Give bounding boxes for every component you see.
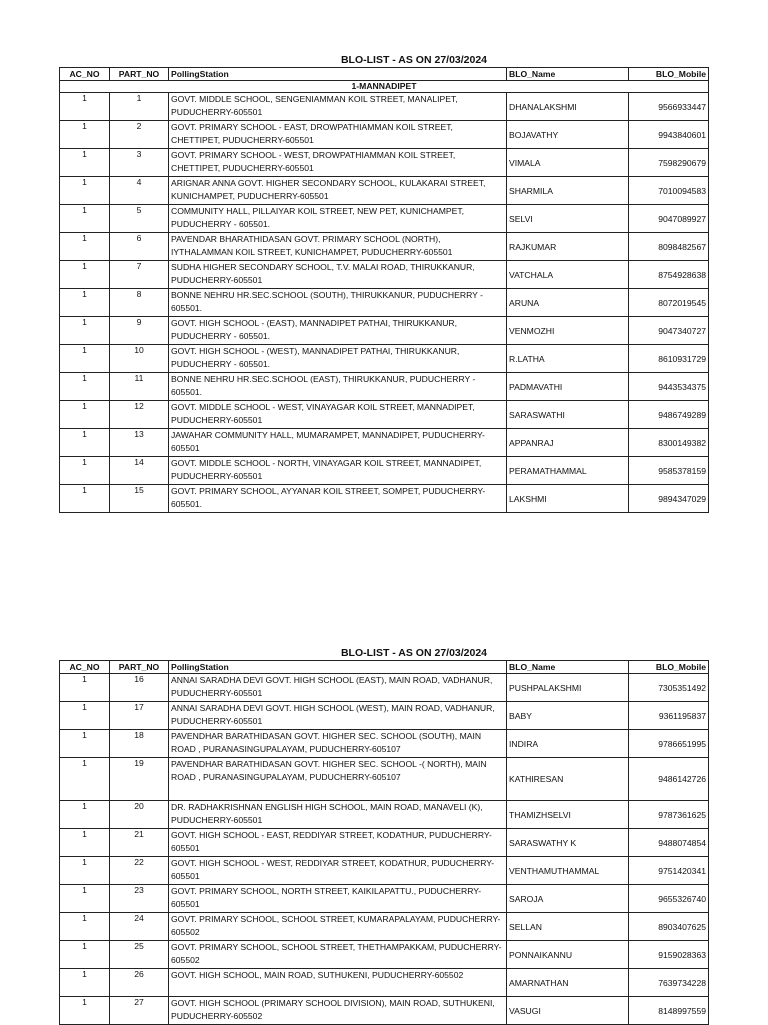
header-ac-no: AC_NO [60, 68, 110, 81]
cell-blo-mobile: 8300149382 [629, 429, 709, 457]
cell-blo-mobile: 9488074854 [629, 829, 709, 857]
cell-polling-station: GOVT. PRIMARY SCHOOL, SCHOOL STREET, THETHAMPAKKAM, PUDUCHERRY-605502 [169, 941, 507, 969]
cell-polling-station: GOVT. MIDDLE SCHOOL, SENGENIAMMAN KOIL STREET, MANALIPET, PUDUCHERRY-605501 [169, 93, 507, 121]
cell-blo-mobile: 8148997559 [629, 997, 709, 1025]
table-row [60, 997, 709, 1025]
cell-ac-no: 1 [60, 730, 110, 758]
cell-polling-station: GOVT. HIGH SCHOOL - EAST, REDDIYAR STREET, KODATHUR, PUDUCHERRY-605501 [169, 829, 507, 857]
cell-polling-station: SUDHA HIGHER SECONDARY SCHOOL, T.V. MALAI ROAD, THIRUKKANUR, PUDUCHERRY-605501 [169, 261, 507, 289]
cell-ac-no: 1 [60, 149, 110, 177]
cell-part-no: 22 [110, 857, 169, 885]
cell-blo-name: KATHIRESAN [507, 758, 629, 801]
cell-blo-name: PONNAIKANNU [507, 941, 629, 969]
cell-part-no: 15 [110, 485, 169, 513]
cell-polling-station: DR. RADHAKRISHNAN ENGLISH HIGH SCHOOL, MAIN ROAD, MANAVELI (K), PUDUCHERRY-605501 [169, 801, 507, 829]
header-ac-no: AC_NO [60, 661, 110, 674]
table-header-row [60, 661, 709, 674]
cell-polling-station: PAVENDHAR BARATHIDASAN GOVT. HIGHER SEC. SCHOOL -( NORTH), MAIN ROAD , PURANASINGUPALAYAM, PUDUCHERRY-605107 [169, 758, 507, 801]
cell-part-no: 20 [110, 801, 169, 829]
cell-polling-station: ANNAI SARADHA DEVI GOVT. HIGH SCHOOL (WEST), MAIN ROAD, VADHANUR, PUDUCHERRY-605501 [169, 702, 507, 730]
cell-ac-no: 1 [60, 829, 110, 857]
cell-ac-no: 1 [60, 674, 110, 702]
cell-polling-station: GOVT. PRIMARY SCHOOL - WEST, DROWPATHIAMMAN KOIL STREET, CHETTIPET, PUDUCHERRY-605501 [169, 149, 507, 177]
cell-polling-station: PAVENDHAR BARATHIDASAN GOVT. HIGHER SEC. SCHOOL (SOUTH), MAIN ROAD , PURANASINGUPALAYAM, PUDUCHERRY-605107 [169, 730, 507, 758]
cell-blo-name: VATCHALA [507, 261, 629, 289]
cell-ac-no: 1 [60, 941, 110, 969]
cell-part-no: 1 [110, 93, 169, 121]
cell-ac-no: 1 [60, 93, 110, 121]
table-row [60, 261, 709, 289]
table-header-row [60, 68, 709, 81]
cell-blo-name: DHANALAKSHMI [507, 93, 629, 121]
cell-blo-name: VASUGI [507, 997, 629, 1025]
cell-ac-no: 1 [60, 345, 110, 373]
cell-part-no: 16 [110, 674, 169, 702]
cell-polling-station: GOVT. MIDDLE SCHOOL - WEST, VINAYAGAR KOIL STREET, MANNADIPET, PUDUCHERRY-605501 [169, 401, 507, 429]
table-row [60, 457, 709, 485]
header-part-no: PART_NO [110, 661, 169, 674]
cell-part-no: 4 [110, 177, 169, 205]
cell-part-no: 13 [110, 429, 169, 457]
cell-blo-mobile: 8754928638 [629, 261, 709, 289]
cell-part-no: 23 [110, 885, 169, 913]
table-row [60, 289, 709, 317]
cell-part-no: 24 [110, 913, 169, 941]
blo-table [59, 660, 709, 1025]
cell-blo-name: SHARMILA [507, 177, 629, 205]
cell-blo-mobile: 7010094583 [629, 177, 709, 205]
table-row [60, 93, 709, 121]
table-row [60, 758, 709, 801]
cell-polling-station: JAWAHAR COMMUNITY HALL, MUMARAMPET, MANNADIPET, PUDUCHERRY-605501 [169, 429, 507, 457]
cell-blo-name: SARASWATHY K [507, 829, 629, 857]
cell-blo-name: SAROJA [507, 885, 629, 913]
header-blo-name: BLO_Name [507, 68, 629, 81]
table-body [60, 81, 709, 513]
cell-polling-station: GOVT. HIGH SCHOOL, MAIN ROAD, SUTHUKENI, PUDUCHERRY-605502 [169, 969, 507, 997]
table-row [60, 702, 709, 730]
cell-ac-no: 1 [60, 177, 110, 205]
table-row [60, 345, 709, 373]
cell-polling-station: BONNE NEHRU HR.SEC.SCHOOL (EAST), THIRUKKANUR, PUDUCHERRY - 605501. [169, 373, 507, 401]
cell-part-no: 2 [110, 121, 169, 149]
cell-blo-mobile: 9486749289 [629, 401, 709, 429]
cell-blo-mobile: 9486142726 [629, 758, 709, 801]
cell-ac-no: 1 [60, 289, 110, 317]
header-blo-name: BLO_Name [507, 661, 629, 674]
cell-blo-mobile: 8610931729 [629, 345, 709, 373]
cell-ac-no: 1 [60, 373, 110, 401]
cell-blo-name: R.LATHA [507, 345, 629, 373]
cell-part-no: 6 [110, 233, 169, 261]
cell-part-no: 8 [110, 289, 169, 317]
cell-blo-mobile: 9786651995 [629, 730, 709, 758]
cell-ac-no: 1 [60, 885, 110, 913]
cell-ac-no: 1 [60, 997, 110, 1025]
cell-part-no: 18 [110, 730, 169, 758]
cell-blo-name: LAKSHMI [507, 485, 629, 513]
cell-polling-station: GOVT. PRIMARY SCHOOL, NORTH STREET, KAIKILAPATTU., PUDUCHERRY-605501 [169, 885, 507, 913]
cell-blo-mobile: 9361195837 [629, 702, 709, 730]
cell-part-no: 3 [110, 149, 169, 177]
table-row [60, 121, 709, 149]
table-row [60, 149, 709, 177]
table-row [60, 429, 709, 457]
table-row [60, 233, 709, 261]
cell-blo-mobile: 8072019545 [629, 289, 709, 317]
blo-table-section-1 [59, 54, 709, 513]
table-row [60, 969, 709, 997]
cell-polling-station: ARIGNAR ANNA GOVT. HIGHER SECONDARY SCHOOL, KULAKARAI STREET, KUNICHAMPET, PUDUCHERRY-605501 [169, 177, 507, 205]
table-row [60, 941, 709, 969]
table-row [60, 317, 709, 345]
cell-blo-mobile: 9943840601 [629, 121, 709, 149]
cell-polling-station: GOVT. PRIMARY SCHOOL, SCHOOL STREET, KUMARAPALAYAM, PUDUCHERRY-605502 [169, 913, 507, 941]
cell-blo-name: BABY [507, 702, 629, 730]
cell-blo-mobile: 8098482567 [629, 233, 709, 261]
cell-blo-mobile: 8903407625 [629, 913, 709, 941]
header-polling-station: PollingStation [169, 68, 507, 81]
cell-part-no: 7 [110, 261, 169, 289]
cell-part-no: 5 [110, 205, 169, 233]
cell-polling-station: BONNE NEHRU HR.SEC.SCHOOL (SOUTH), THIRUKKANUR, PUDUCHERRY - 605501. [169, 289, 507, 317]
header-blo-mobile: BLO_Mobile [629, 661, 709, 674]
cell-blo-name: PADMAVATHI [507, 373, 629, 401]
table-row [60, 674, 709, 702]
cell-blo-mobile: 7639734228 [629, 969, 709, 997]
section-title: 1-MANNADIPET [60, 81, 709, 93]
cell-blo-mobile: 9655326740 [629, 885, 709, 913]
cell-part-no: 9 [110, 317, 169, 345]
cell-blo-mobile: 9047089927 [629, 205, 709, 233]
cell-blo-name: SELVI [507, 205, 629, 233]
cell-blo-name: PUSHPALAKSHMI [507, 674, 629, 702]
cell-blo-name: RAJKUMAR [507, 233, 629, 261]
cell-part-no: 12 [110, 401, 169, 429]
table-title: BLO-LIST - AS ON 27/03/2024 [340, 647, 488, 659]
cell-ac-no: 1 [60, 317, 110, 345]
cell-ac-no: 1 [60, 429, 110, 457]
cell-ac-no: 1 [60, 857, 110, 885]
table-row [60, 829, 709, 857]
header-polling-station: PollingStation [169, 661, 507, 674]
cell-polling-station: ANNAI SARADHA DEVI GOVT. HIGH SCHOOL (EAST), MAIN ROAD, VADHANUR, PUDUCHERRY-605501 [169, 674, 507, 702]
cell-ac-no: 1 [60, 758, 110, 801]
cell-blo-name: THAMIZHSELVI [507, 801, 629, 829]
cell-ac-no: 1 [60, 233, 110, 261]
cell-ac-no: 1 [60, 485, 110, 513]
table-row [60, 885, 709, 913]
cell-blo-mobile: 9047340727 [629, 317, 709, 345]
cell-blo-name: SARASWATHI [507, 401, 629, 429]
cell-polling-station: GOVT. PRIMARY SCHOOL - EAST, DROWPATHIAMMAN KOIL STREET, CHETTIPET, PUDUCHERRY-605501 [169, 121, 507, 149]
cell-polling-station: GOVT. PRIMARY SCHOOL, AYYANAR KOIL STREET, SOMPET, PUDUCHERRY-605501. [169, 485, 507, 513]
cell-ac-no: 1 [60, 401, 110, 429]
cell-blo-mobile: 7305351492 [629, 674, 709, 702]
cell-blo-name: PERAMATHAMMAL [507, 457, 629, 485]
cell-part-no: 11 [110, 373, 169, 401]
cell-blo-name: APPANRAJ [507, 429, 629, 457]
cell-polling-station: COMMUNITY HALL, PILLAIYAR KOIL STREET, NEW PET, KUNICHAMPET, PUDUCHERRY - 605501. [169, 205, 507, 233]
cell-ac-no: 1 [60, 913, 110, 941]
cell-polling-station: GOVT. HIGH SCHOOL - (WEST), MANNADIPET PATHAI, THIRUKKANUR, PUDUCHERRY - 605501. [169, 345, 507, 373]
cell-blo-mobile: 9566933447 [629, 93, 709, 121]
cell-polling-station: GOVT. HIGH SCHOOL - WEST, REDDIYAR STREET, KODATHUR, PUDUCHERRY-605501 [169, 857, 507, 885]
blo-table [59, 67, 709, 513]
table-row [60, 373, 709, 401]
cell-blo-name: INDIRA [507, 730, 629, 758]
cell-part-no: 10 [110, 345, 169, 373]
cell-blo-mobile: 9894347029 [629, 485, 709, 513]
cell-polling-station: GOVT. HIGH SCHOOL (PRIMARY SCHOOL DIVISION), MAIN ROAD, SUTHUKENI, PUDUCHERRY-605502 [169, 997, 507, 1025]
table-row [60, 401, 709, 429]
cell-ac-no: 1 [60, 801, 110, 829]
cell-ac-no: 1 [60, 457, 110, 485]
table-body [60, 674, 709, 1025]
cell-blo-name: BOJAVATHY [507, 121, 629, 149]
table-row [60, 485, 709, 513]
cell-polling-station: GOVT. HIGH SCHOOL - (EAST), MANNADIPET PATHAI, THIRUKKANUR, PUDUCHERRY - 605501. [169, 317, 507, 345]
cell-blo-name: SELLAN [507, 913, 629, 941]
section-header-row [60, 81, 709, 93]
cell-blo-mobile: 9159028363 [629, 941, 709, 969]
cell-blo-mobile: 9443534375 [629, 373, 709, 401]
cell-part-no: 21 [110, 829, 169, 857]
cell-ac-no: 1 [60, 702, 110, 730]
blo-table-section-2 [59, 647, 709, 1025]
cell-polling-station: PAVENDAR BHARATHIDASAN GOVT. PRIMARY SCHOOL (NORTH), IYTHALAMMAN KOIL STREET, KUNICHAMPET, PUDUCHERRY-605501 [169, 233, 507, 261]
cell-part-no: 14 [110, 457, 169, 485]
header-part-no: PART_NO [110, 68, 169, 81]
table-row [60, 913, 709, 941]
cell-blo-name: ARUNA [507, 289, 629, 317]
table-row [60, 177, 709, 205]
table-row [60, 801, 709, 829]
cell-blo-name: VIMALA [507, 149, 629, 177]
cell-polling-station: GOVT. MIDDLE SCHOOL - NORTH, VINAYAGAR KOIL STREET, MANNADIPET, PUDUCHERRY-605501 [169, 457, 507, 485]
cell-ac-no: 1 [60, 969, 110, 997]
cell-part-no: 25 [110, 941, 169, 969]
table-row [60, 730, 709, 758]
cell-blo-name: VENMOZHI [507, 317, 629, 345]
cell-part-no: 27 [110, 997, 169, 1025]
cell-blo-name: AMARNATHAN [507, 969, 629, 997]
table-row [60, 205, 709, 233]
cell-ac-no: 1 [60, 121, 110, 149]
cell-blo-name: VENTHAMUTHAMMAL [507, 857, 629, 885]
cell-blo-mobile: 7598290679 [629, 149, 709, 177]
cell-part-no: 26 [110, 969, 169, 997]
cell-part-no: 17 [110, 702, 169, 730]
cell-ac-no: 1 [60, 205, 110, 233]
cell-ac-no: 1 [60, 261, 110, 289]
cell-blo-mobile: 9751420341 [629, 857, 709, 885]
header-blo-mobile: BLO_Mobile [629, 68, 709, 81]
cell-part-no: 19 [110, 758, 169, 801]
table-row [60, 857, 709, 885]
cell-blo-mobile: 9787361625 [629, 801, 709, 829]
cell-blo-mobile: 9585378159 [629, 457, 709, 485]
table-title: BLO-LIST - AS ON 27/03/2024 [340, 54, 488, 66]
